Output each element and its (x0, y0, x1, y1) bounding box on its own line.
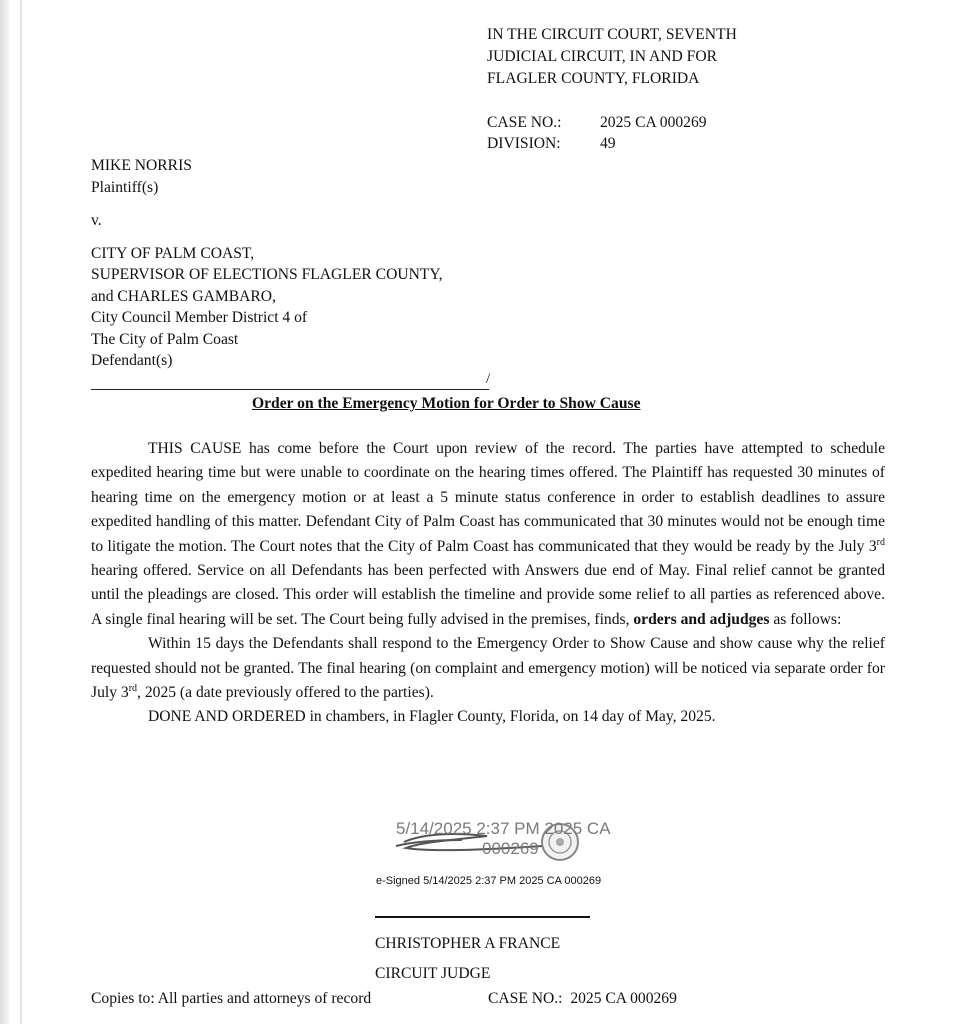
orders-and-adjudges: orders and adjudges (633, 610, 770, 628)
e-signature-stamp (392, 812, 642, 876)
paragraph-2: Within 15 days the Defendants shall respond to the Emergency Order to Show Cause and show cause why the relief requested should not be granted. The final hearing (on complaint and emergency motion) will be noticed via separate order for July 3rd, 2025 (a date previously offered to the parties). (91, 635, 885, 702)
case-number-row (487, 112, 707, 133)
case-info (487, 112, 707, 154)
judge-title: CIRCUIT JUDGE (375, 965, 491, 982)
division-value: 49 (600, 135, 616, 152)
copies-to: Copies to: All parties and attorneys of record (91, 990, 372, 1007)
caption-divider (91, 389, 489, 390)
defendant-line: SUPERVISOR OF ELECTIONS FLAGLER COUNTY, (91, 266, 443, 283)
stamp-line-1: 5/14/2025 2:37 PM 2025 CA (396, 819, 611, 838)
order-title: Order on the Emergency Motion for Order to Show Cause (252, 395, 641, 412)
signature-line (375, 916, 590, 918)
parties-block (91, 155, 443, 372)
versus: v. (91, 212, 102, 229)
esigned-caption: e-Signed 5/14/2025 2:37 PM 2025 CA 000269 (376, 875, 602, 887)
judge-block (375, 929, 560, 989)
footer-case-number: CASE NO.: 2025 CA 000269 (488, 990, 677, 1007)
division-label: DIVISION: (487, 135, 561, 152)
caption-slash: / (486, 371, 491, 387)
court-line-2: JUDICIAL CIRCUIT, IN AND FOR (487, 48, 718, 65)
division-row (487, 133, 707, 154)
page-edge-shadow (0, 0, 10, 1024)
paragraph-1: THIS CAUSE has come before the Court upon review of the record. The parties have attempted to schedule expedited hearing time but were unable to coordinate on the hearing times offered. The Plaintiff has requested 30 minutes of hearing time on the emergency motion or at least a 5 minute status conference in order to establish deadlines to assure expedited handling of this matter. Defendant City of Palm Coast has communicated that 30 minutes would not be enough time to litigate the motion. The Court notes that the City of Palm Coast has communicated that they would be ready by the July 3rd hearing offered. Service on all Defendants has been perfected with Answers due end of May. Final relief cannot be granted until the pleadings are closed. This order will establish the timeline and provide some relief to all parties as referenced above. A single final hearing will be set. The Court being fully advised in the premises, finds, orders and adjudges as follows: (91, 440, 885, 628)
defendant-line: The City of Palm Coast (91, 330, 239, 348)
stamp-line-2: 000269 (482, 839, 539, 858)
judge-name: CHRISTOPHER A FRANCE (375, 935, 561, 952)
plaintiff-name: MIKE NORRIS (91, 157, 192, 174)
case-number-label: CASE NO.: (487, 114, 562, 131)
defendant-line: and CHARLES GAMBARO, (91, 287, 276, 305)
court-line-3: FLAGLER COUNTY, FLORIDA (487, 70, 700, 87)
case-number-value: 2025 CA 000269 (600, 114, 707, 131)
court-line-1: IN THE CIRCUIT COURT, SEVENTH (487, 26, 737, 43)
paragraph-3: DONE AND ORDERED in chambers, in Flagler County, Florida, on 14 day of May, 2025. (148, 708, 716, 726)
defendant-line: City Council Member District 4 of (91, 309, 308, 326)
page-edge-line (20, 0, 22, 1024)
order-body (91, 437, 885, 730)
defendant-role: Defendant(s) (91, 352, 173, 369)
court-heading (487, 24, 737, 90)
plaintiff-role: Plaintiff(s) (91, 178, 159, 196)
defendant-line: CITY OF PALM COAST, (91, 244, 255, 262)
